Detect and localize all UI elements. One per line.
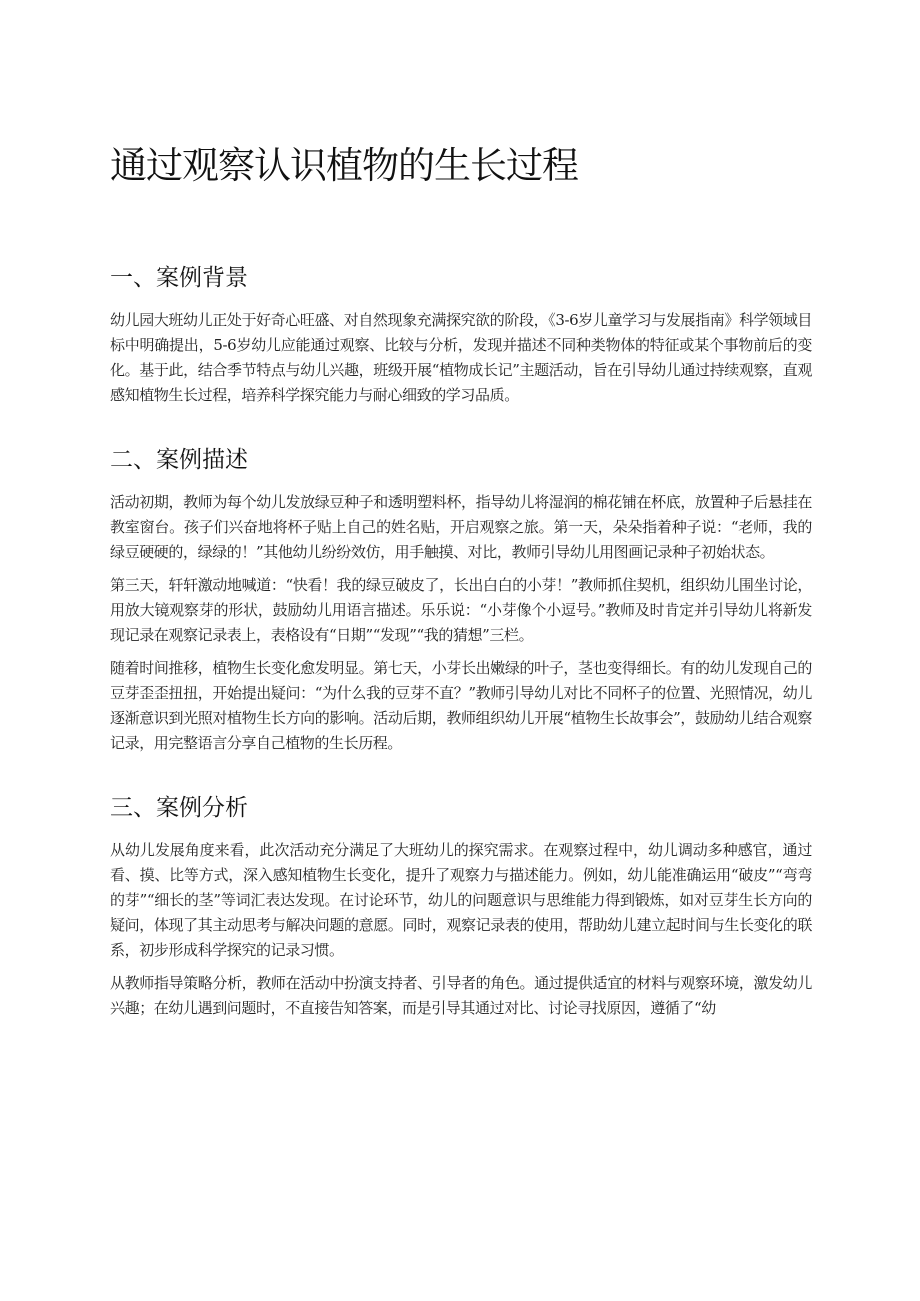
paragraph: 第三天，轩轩激动地喊道：“快看！我的绿豆破皮了，长出白白的小芽！”教师抓住契机，组织幼儿围坐讨论，用放大镜观察芽的形状，鼓励幼儿用语言描述。乐乐说：“小芽像个小逗号。”教师及时肯定并引导幼儿将新发现记录在观察记录表上，表格设有“日期”“发现”“我的猜想”三栏。 (110, 576, 812, 644)
section-heading: 一、案例背景 (110, 265, 248, 291)
section-analysis (110, 792, 812, 1021)
paragraph: 活动初期，教师为每个幼儿发放绿豆种子和透明塑料杯，指导幼儿将湿润的棉花铺在杯底，放置种子后悬挂在教室窗台。孩子们兴奋地将杯子贴上自己的姓名贴，开启观察之旅。第一天，朵朵指着种子说：“老师，我的绿豆硬硬的，绿绿的！”其他幼儿纷纷效仿，用手触摸、对比，教师引导幼儿用图画记录种子初始状态。 (110, 493, 812, 561)
paragraph: 随着时间推移，植物生长变化愈发明显。第七天，小芽长出嫩绿的叶子，茎也变得细长。有的幼儿发现自己的豆芽歪歪扭扭，开始提出疑问：“为什么我的豆芽不直？”教师引导幼儿对比不同杯子的位置、光照情况，幼儿逐渐意识到光照对植物生长方向的影响。活动后期，教师组织幼儿开展“植物生长故事会”，鼓励幼儿结合观察记录，用完整语言分享自己植物的生长历程。 (110, 659, 812, 752)
section-heading: 三、案例分析 (110, 795, 248, 821)
paragraph: 幼儿园大班幼儿正处于好奇心旺盛、对自然现象充满探究欲的阶段，《3-6岁儿童学习与发展指南》科学领域目标中明确提出，5-6岁幼儿应能通过观察、比较与分析，发现并描述不同种类物体的特征或某个事物前后的变化。基于此，结合季节特点与幼儿兴趣，班级开展“植物成长记”主题活动，旨在引导幼儿通过持续观察，直观感知植物生长过程，培养科学探究能力与耐心细致的学习品质。 (110, 311, 812, 404)
document-content (110, 140, 812, 1057)
section-background (110, 262, 812, 408)
paragraph: 从教师指导策略分析，教师在活动中扮演支持者、引导者的角色。通过提供适宜的材料与观察环境，激发幼儿兴趣；在幼儿遇到问题时，不直接告知答案，而是引导其通过对比、讨论寻找原因，遵循了“幼 (110, 974, 812, 1017)
page-title: 通过观察认识植物的生长过程 (110, 144, 578, 187)
section-description (110, 444, 812, 756)
section-heading: 二、案例描述 (110, 447, 248, 473)
paragraph: 从幼儿发展角度来看，此次活动充分满足了大班幼儿的探究需求。在观察过程中，幼儿调动多种感官，通过看、摸、比等方式，深入感知植物生长变化，提升了观察力与描述能力。例如，幼儿能准确运用“破皮”“弯弯的芽”“细长的茎”等词汇表达发现。在讨论环节，幼儿的问题意识与思维能力得到锻炼，如对豆芽生长方向的疑问，体现了其主动思考与解决问题的意愿。同时，观察记录表的使用，帮助幼儿建立起时间与生长变化的联系，初步形成科学探究的记录习惯。 (110, 841, 812, 959)
